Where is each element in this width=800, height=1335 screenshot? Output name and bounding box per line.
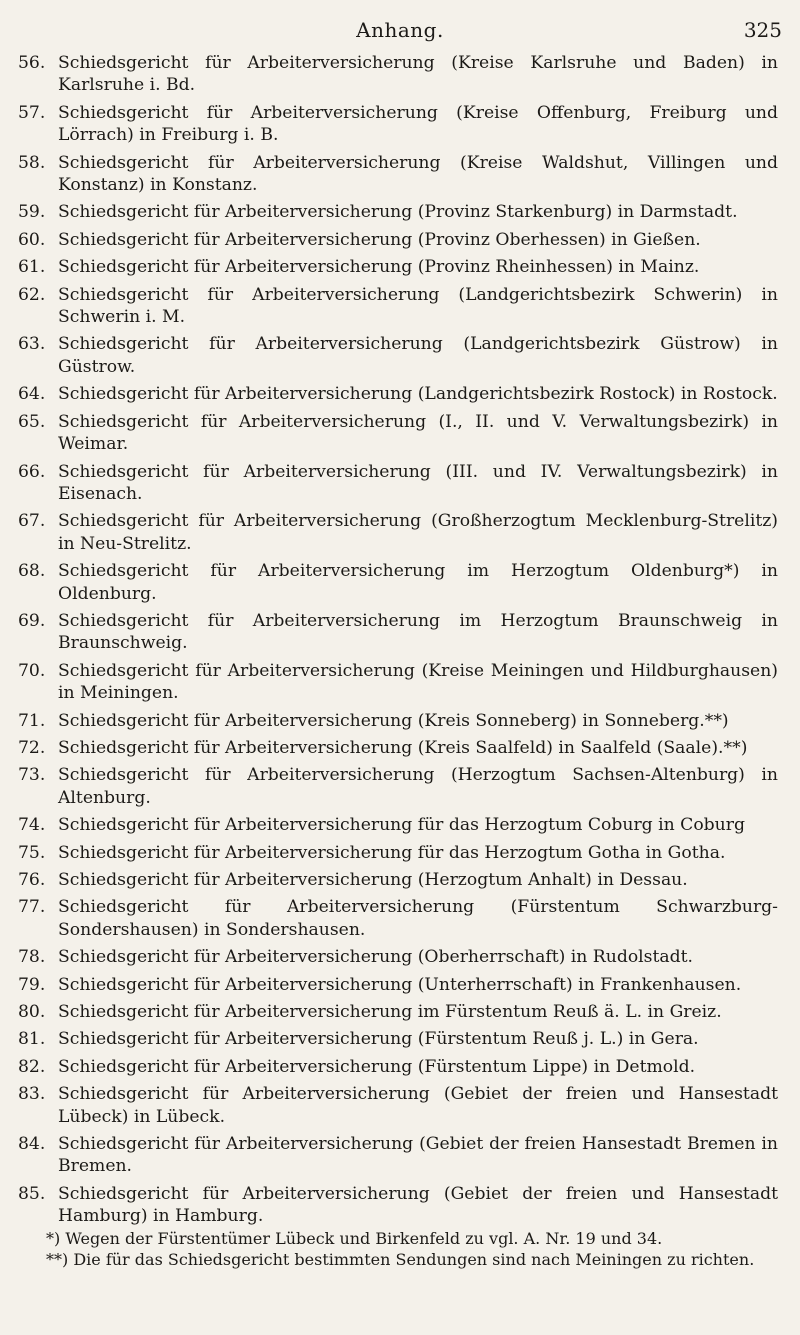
entry-text: Schiedsgericht für Arbeiterversicherung (Kreise Waldshut, Villingen und Konstanz) in Konstanz. bbox=[58, 152, 778, 196]
entry-number: 73. bbox=[18, 765, 46, 786]
entry-text: Schiedsgericht für Arbeiterversicherung (Gebiet der freien und Hansestadt Hamburg) in Hamburg. bbox=[58, 1183, 778, 1227]
entry-text: Schiedsgericht für Arbeiterversicherung (Kreis Sonneberg) in Sonneberg.**) bbox=[58, 710, 729, 731]
entry-number: 70. bbox=[18, 660, 46, 681]
list-item bbox=[18, 896, 778, 941]
entry-number: 60. bbox=[18, 229, 46, 250]
list-item bbox=[18, 229, 778, 251]
entry-number: 84. bbox=[18, 1134, 46, 1155]
entry-number: 56. bbox=[18, 53, 46, 73]
entry-text: Schiedsgericht für Arbeiterversicherung für das Herzogtum Gotha in Gotha. bbox=[58, 842, 726, 863]
list-item bbox=[18, 1133, 778, 1178]
list-item bbox=[18, 333, 778, 378]
list-item bbox=[18, 1056, 778, 1078]
list-item bbox=[18, 710, 778, 732]
running-title: Anhang. bbox=[356, 18, 444, 42]
list-item bbox=[18, 52, 778, 97]
entry-text: Schiedsgericht für Arbeiterversicherung (Herzogtum Anhalt) in Dessau. bbox=[58, 870, 688, 890]
entry-number: 82. bbox=[18, 1056, 46, 1077]
list-item bbox=[18, 737, 778, 759]
list-item bbox=[18, 461, 778, 506]
entry-text: Schiedsgericht für Arbeiterversicherung (III. und IV. Verwaltungsbezirk) in Eisenach. bbox=[58, 461, 778, 504]
footnote: **) Die für das Schiedsgericht bestimmten Sendungen sind nach Meiningen zu richten. bbox=[46, 1250, 755, 1269]
entry-number: 80. bbox=[18, 1002, 46, 1023]
entry-text: Schiedsgericht für Arbeiterversicherung (Herzogtum Sachsen-Altenburg) in Altenburg. bbox=[58, 765, 778, 808]
entry-number: 78. bbox=[18, 947, 46, 968]
entry-text: Schiedsgericht für Arbeiterversicherung (Provinz Starkenburg) in Darmstadt. bbox=[58, 202, 738, 223]
list-item bbox=[18, 814, 778, 836]
list-item bbox=[18, 610, 778, 655]
entry-text: Schiedsgericht für Arbeiterversicherung (Gebiet der freien Hansestadt Bremen in Bremen. bbox=[58, 1134, 778, 1177]
entry-text: Schiedsgericht für Arbeiterversicherung (Provinz Oberhessen) in Gießen. bbox=[58, 229, 701, 250]
entry-text: Schiedsgericht für Arbeiterversicherung im Herzogtum Braunschweig in Braunschweig. bbox=[58, 610, 778, 654]
list-item bbox=[18, 1183, 778, 1228]
list-item bbox=[18, 764, 778, 809]
list-item bbox=[18, 411, 778, 456]
list-item bbox=[18, 383, 778, 405]
entry-number: 64. bbox=[18, 384, 46, 405]
list-item bbox=[18, 284, 778, 329]
footnotes bbox=[18, 1228, 778, 1270]
entry-text: Schiedsgericht für Arbeiterversicherung (Großherzogtum Mecklenburg-Strelitz) in Neu-Strelitz. bbox=[58, 511, 778, 554]
entry-text: Schiedsgericht für Arbeiterversicherung (Fürstentum Lippe) in Detmold. bbox=[58, 1056, 696, 1077]
list-item bbox=[18, 560, 778, 605]
entry-text: Schiedsgericht für Arbeiterversicherung (Landgerichtsbezirk Güstrow) in Güstrow. bbox=[58, 334, 778, 377]
entry-number: 77. bbox=[18, 897, 46, 918]
entry-text: Schiedsgericht für Arbeiterversicherung (Fürstentum Reuß j. L.) in Gera. bbox=[58, 1029, 699, 1050]
list-item bbox=[18, 1083, 778, 1128]
entry-number: 58. bbox=[18, 152, 46, 173]
entry-text: Schiedsgericht für Arbeiterversicherung (Kreis Saalfeld) in Saalfeld (Saale).**) bbox=[58, 737, 748, 758]
entry-text: Schiedsgericht für Arbeiterversicherung (Oberherrschaft) in Rudolstadt. bbox=[58, 947, 694, 968]
entry-text: Schiedsgericht für Arbeiterversicherung (I., II. und V. Verwaltungsbezirk) in Weimar. bbox=[58, 411, 778, 455]
entry-number: 74. bbox=[18, 815, 46, 836]
entry-number: 83. bbox=[18, 1084, 46, 1105]
entry-text: Schiedsgericht für Arbeiterversicherung (Provinz Rheinhessen) in Mainz. bbox=[58, 257, 700, 278]
entry-text: Schiedsgericht für Arbeiterversicherung (Kreise Offenburg, Freiburg und Lörrach) in Freiburg i. B. bbox=[58, 102, 778, 146]
entry-text: Schiedsgericht für Arbeiterversicherung (Fürstentum Schwarzburg-Sondershausen) in Sondershausen. bbox=[58, 897, 778, 940]
entry-text: Schiedsgericht für Arbeiterversicherung im Fürstentum Reuß ä. L. in Greiz. bbox=[58, 1002, 722, 1023]
entry-number: 68. bbox=[18, 561, 46, 582]
entry-number: 69. bbox=[18, 610, 46, 631]
entry-number: 72. bbox=[18, 737, 46, 758]
entry-number: 79. bbox=[18, 974, 46, 995]
entry-text: Schiedsgericht für Arbeiterversicherung im Herzogtum Oldenburg*) in Oldenburg. bbox=[58, 561, 778, 604]
entry-text: Schiedsgericht für Arbeiterversicherung (Gebiet der freien und Hansestadt Lübeck) in Lübeck. bbox=[58, 1084, 778, 1127]
entry-text: Schiedsgericht für Arbeiterversicherung (Kreise Karlsruhe und Baden) in Karlsruhe i. Bd. bbox=[58, 53, 778, 96]
list-item bbox=[18, 660, 778, 705]
entry-number: 75. bbox=[18, 842, 46, 863]
entry-number: 59. bbox=[18, 202, 46, 223]
entry-text: Schiedsgericht für Arbeiterversicherung für das Herzogtum Coburg in Coburg bbox=[58, 815, 745, 836]
list-item bbox=[18, 201, 778, 223]
entry-number: 85. bbox=[18, 1183, 46, 1204]
entry-number: 76. bbox=[18, 870, 46, 890]
entry-number: 66. bbox=[18, 461, 46, 482]
list-item bbox=[18, 842, 778, 864]
list-item bbox=[18, 946, 778, 968]
footnote: *) Wegen der Fürstentümer Lübeck und Birkenfeld zu vgl. A. Nr. 19 und 34. bbox=[46, 1229, 663, 1248]
entry-text: Schiedsgericht für Arbeiterversicherung (Kreise Meiningen und Hildburghausen) in Meiningen. bbox=[58, 660, 778, 704]
entry-text: Schiedsgericht für Arbeiterversicherung (Landgerichtsbezirk Schwerin) in Schwerin i. M. bbox=[58, 284, 778, 328]
entry-number: 81. bbox=[18, 1029, 46, 1050]
list-item bbox=[18, 102, 778, 147]
entry-number: 67. bbox=[18, 511, 46, 532]
entry-text: Schiedsgericht für Arbeiterversicherung (Unterherrschaft) in Frankenhausen. bbox=[58, 974, 742, 995]
page-number: 325 bbox=[743, 18, 782, 42]
entry-list bbox=[18, 52, 778, 1233]
entry-number: 61. bbox=[18, 257, 46, 278]
list-item bbox=[18, 869, 778, 891]
entry-number: 71. bbox=[18, 710, 46, 731]
entry-text: Schiedsgericht für Arbeiterversicherung (Landgerichtsbezirk Rostock) in Rostock. bbox=[58, 384, 778, 405]
list-item bbox=[18, 974, 778, 996]
page-header bbox=[0, 8, 800, 44]
entry-number: 57. bbox=[18, 102, 46, 123]
entry-number: 62. bbox=[18, 284, 46, 305]
list-item bbox=[18, 1028, 778, 1050]
list-item bbox=[18, 256, 778, 278]
entry-number: 65. bbox=[18, 411, 46, 432]
list-item bbox=[18, 510, 778, 555]
list-item bbox=[18, 1001, 778, 1023]
entry-number: 63. bbox=[18, 334, 46, 355]
list-item bbox=[18, 152, 778, 197]
